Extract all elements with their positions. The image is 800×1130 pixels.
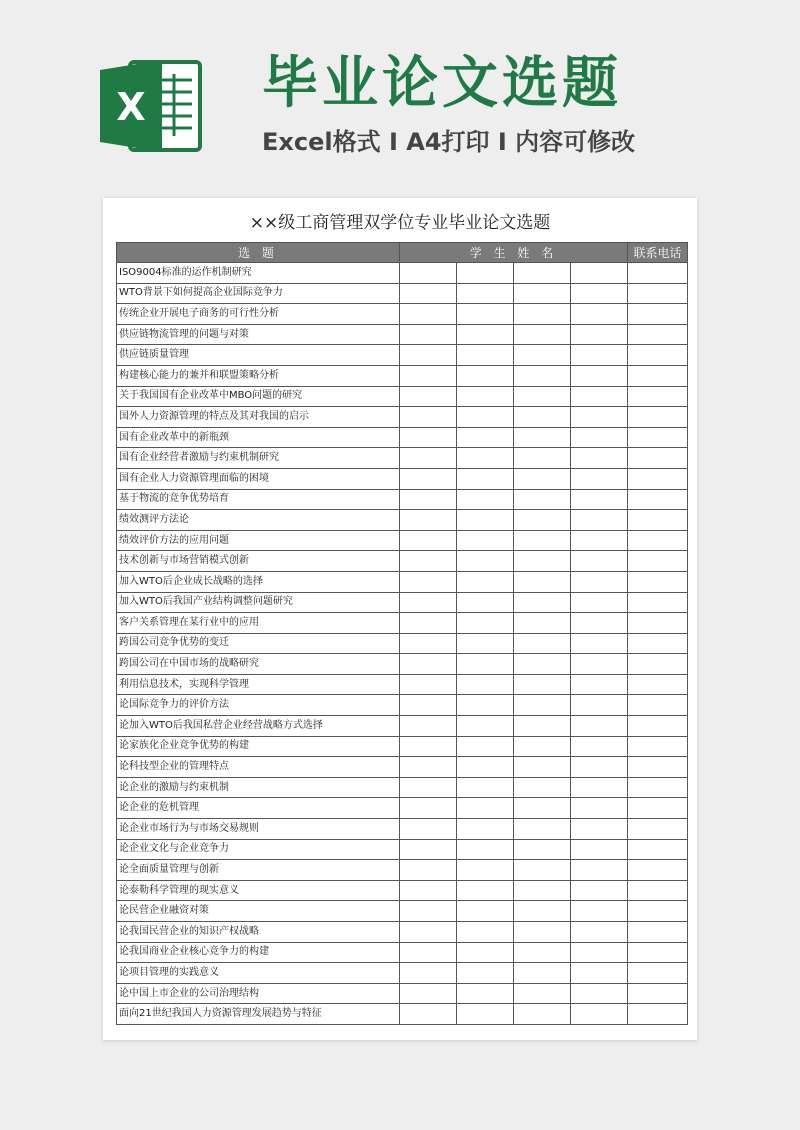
- student-name-cell[interactable]: [457, 983, 514, 1004]
- topic-cell[interactable]: 国有企业经营者激励与约束机制研究: [117, 448, 400, 469]
- page-title: 毕业论文选题: [262, 51, 622, 116]
- student-name-cell[interactable]: [457, 489, 514, 510]
- student-name-cell[interactable]: [514, 530, 571, 551]
- phone-cell[interactable]: [628, 571, 688, 592]
- phone-cell[interactable]: [628, 386, 688, 407]
- phone-cell[interactable]: [628, 757, 688, 778]
- table-row: [117, 674, 688, 695]
- student-name-cell[interactable]: [457, 427, 514, 448]
- student-name-cell[interactable]: [400, 942, 457, 963]
- table-row: [117, 448, 688, 469]
- excel-logo-icon: [100, 56, 204, 156]
- student-name-cell[interactable]: [514, 777, 571, 798]
- topic-cell[interactable]: 绩效测评方法论: [117, 510, 400, 531]
- phone-cell[interactable]: [628, 901, 688, 922]
- phone-cell[interactable]: [628, 716, 688, 737]
- student-name-cell[interactable]: [400, 263, 457, 284]
- topic-cell[interactable]: 面向21世纪我国人力资源管理发展趋势与特征: [117, 1004, 400, 1025]
- phone-cell[interactable]: [628, 324, 688, 345]
- student-name-cell[interactable]: [514, 571, 571, 592]
- student-name-cell[interactable]: [571, 860, 628, 881]
- student-name-cell[interactable]: [400, 860, 457, 881]
- phone-cell[interactable]: [628, 365, 688, 386]
- topic-cell[interactable]: 论企业文化与企业竞争力: [117, 839, 400, 860]
- student-name-cell[interactable]: [571, 468, 628, 489]
- student-name-cell[interactable]: [514, 901, 571, 922]
- student-name-cell[interactable]: [514, 427, 571, 448]
- topic-cell[interactable]: 跨国公司竞争优势的变迁: [117, 633, 400, 654]
- table-row: [117, 798, 688, 819]
- student-name-cell[interactable]: [457, 530, 514, 551]
- phone-cell[interactable]: [628, 983, 688, 1004]
- student-name-cell[interactable]: [514, 633, 571, 654]
- phone-cell[interactable]: [628, 448, 688, 469]
- student-name-cell[interactable]: [514, 839, 571, 860]
- table-row: [117, 365, 688, 386]
- student-name-cell[interactable]: [571, 510, 628, 531]
- student-name-cell[interactable]: [571, 489, 628, 510]
- table-row: [117, 571, 688, 592]
- student-name-cell[interactable]: [571, 839, 628, 860]
- student-name-cell[interactable]: [400, 1004, 457, 1025]
- student-name-cell[interactable]: [400, 839, 457, 860]
- table-row: [117, 427, 688, 448]
- student-name-cell[interactable]: [514, 860, 571, 881]
- phone-cell[interactable]: [628, 633, 688, 654]
- phone-cell[interactable]: [628, 345, 688, 366]
- page-subtitle: Excel格式 Ⅰ A4打印 Ⅰ 内容可修改: [262, 128, 636, 156]
- student-name-cell[interactable]: [571, 633, 628, 654]
- table-row: [117, 386, 688, 407]
- table-row: [117, 324, 688, 345]
- student-name-cell[interactable]: [571, 345, 628, 366]
- topic-cell[interactable]: 客户关系管理在某行业中的应用: [117, 613, 400, 634]
- student-name-cell[interactable]: [400, 592, 457, 613]
- topic-cell[interactable]: 国有企业改革中的新瓶颈: [117, 427, 400, 448]
- table-row: [117, 839, 688, 860]
- table-row: [117, 468, 688, 489]
- student-name-cell[interactable]: [400, 571, 457, 592]
- student-name-cell[interactable]: [571, 263, 628, 284]
- student-name-cell[interactable]: [400, 880, 457, 901]
- student-name-cell[interactable]: [571, 942, 628, 963]
- topic-cell[interactable]: 论企业市场行为与市场交易规则: [117, 819, 400, 840]
- phone-cell[interactable]: [628, 551, 688, 572]
- student-name-cell[interactable]: [514, 757, 571, 778]
- table-row: [117, 716, 688, 737]
- student-name-cell[interactable]: [400, 819, 457, 840]
- student-name-cell[interactable]: [400, 489, 457, 510]
- student-name-cell[interactable]: [457, 716, 514, 737]
- student-name-cell[interactable]: [514, 386, 571, 407]
- phone-cell[interactable]: [628, 922, 688, 943]
- phone-cell[interactable]: [628, 736, 688, 757]
- topic-cell[interactable]: 论企业的危机管理: [117, 798, 400, 819]
- table-row: [117, 283, 688, 304]
- student-name-cell[interactable]: [400, 345, 457, 366]
- student-name-cell[interactable]: [571, 571, 628, 592]
- student-name-cell[interactable]: [571, 777, 628, 798]
- column-header-phone: 联系电话: [628, 243, 688, 263]
- phone-cell[interactable]: [628, 283, 688, 304]
- topic-table: [116, 242, 688, 1025]
- student-name-cell[interactable]: [400, 551, 457, 572]
- student-name-cell[interactable]: [514, 468, 571, 489]
- student-name-cell[interactable]: [457, 324, 514, 345]
- student-name-cell[interactable]: [457, 922, 514, 943]
- topic-cell[interactable]: 供应链物流管理的问题与对策: [117, 324, 400, 345]
- table-row: [117, 551, 688, 572]
- topic-cell[interactable]: 论泰勒科学管理的现实意义: [117, 880, 400, 901]
- table-row: [117, 922, 688, 943]
- student-name-cell[interactable]: [514, 922, 571, 943]
- student-name-cell[interactable]: [571, 551, 628, 572]
- student-name-cell[interactable]: [457, 963, 514, 984]
- student-name-cell[interactable]: [457, 880, 514, 901]
- student-name-cell[interactable]: [514, 345, 571, 366]
- student-name-cell[interactable]: [514, 716, 571, 737]
- topic-cell[interactable]: 论全面质量管理与创新: [117, 860, 400, 881]
- phone-cell[interactable]: [628, 839, 688, 860]
- topic-cell[interactable]: 论企业的激励与约束机制: [117, 777, 400, 798]
- topic-cell[interactable]: 论加入WTO后我国私营企业经营战略方式选择: [117, 716, 400, 737]
- student-name-cell[interactable]: [514, 365, 571, 386]
- student-name-cell[interactable]: [571, 613, 628, 634]
- table-row: [117, 304, 688, 325]
- student-name-cell[interactable]: [571, 407, 628, 428]
- topic-cell[interactable]: 利用信息技术，实现科学管理: [117, 674, 400, 695]
- student-name-cell[interactable]: [514, 448, 571, 469]
- student-name-cell[interactable]: [457, 798, 514, 819]
- student-name-cell[interactable]: [514, 983, 571, 1004]
- topic-cell[interactable]: 跨国公司在中国市场的战略研究: [117, 654, 400, 675]
- student-name-cell[interactable]: [457, 283, 514, 304]
- student-name-cell[interactable]: [514, 963, 571, 984]
- phone-cell[interactable]: [628, 674, 688, 695]
- student-name-cell[interactable]: [457, 510, 514, 531]
- student-name-cell[interactable]: [457, 1004, 514, 1025]
- student-name-cell[interactable]: [514, 798, 571, 819]
- student-name-cell[interactable]: [571, 695, 628, 716]
- student-name-cell[interactable]: [571, 283, 628, 304]
- student-name-cell[interactable]: [514, 1004, 571, 1025]
- topic-cell[interactable]: ISO9004标准的运作机制研究: [117, 263, 400, 284]
- phone-cell[interactable]: [628, 695, 688, 716]
- student-name-cell[interactable]: [571, 880, 628, 901]
- table-row: [117, 983, 688, 1004]
- table-row: [117, 633, 688, 654]
- topic-cell[interactable]: 论国际竞争力的评价方法: [117, 695, 400, 716]
- phone-cell[interactable]: [628, 860, 688, 881]
- phone-cell[interactable]: [628, 819, 688, 840]
- student-name-cell[interactable]: [514, 283, 571, 304]
- topic-cell[interactable]: 基于物流的竞争优势培育: [117, 489, 400, 510]
- student-name-cell[interactable]: [400, 407, 457, 428]
- student-name-cell[interactable]: [400, 922, 457, 943]
- table-row: [117, 901, 688, 922]
- student-name-cell[interactable]: [571, 365, 628, 386]
- student-name-cell[interactable]: [457, 860, 514, 881]
- student-name-cell[interactable]: [514, 819, 571, 840]
- table-row: [117, 510, 688, 531]
- student-name-cell[interactable]: [571, 736, 628, 757]
- phone-cell[interactable]: [628, 963, 688, 984]
- topic-cell[interactable]: 论民营企业融资对策: [117, 901, 400, 922]
- student-name-cell[interactable]: [400, 798, 457, 819]
- topic-cell[interactable]: 论中国上市企业的公司治理结构: [117, 983, 400, 1004]
- phone-cell[interactable]: [628, 304, 688, 325]
- topic-cell[interactable]: 传统企业开展电子商务的可行性分析: [117, 304, 400, 325]
- student-name-cell[interactable]: [457, 613, 514, 634]
- student-name-cell[interactable]: [457, 592, 514, 613]
- student-name-cell[interactable]: [457, 942, 514, 963]
- logo-letter: X: [116, 85, 146, 129]
- student-name-cell[interactable]: [457, 633, 514, 654]
- topic-cell[interactable]: 供应链质量管理: [117, 345, 400, 366]
- topic-cell[interactable]: 论项目管理的实践意义: [117, 963, 400, 984]
- topic-cell[interactable]: 国有企业人力资源管理面临的困境: [117, 468, 400, 489]
- student-name-cell[interactable]: [457, 386, 514, 407]
- student-name-cell[interactable]: [400, 736, 457, 757]
- table-row: [117, 942, 688, 963]
- student-name-cell[interactable]: [400, 983, 457, 1004]
- student-name-cell[interactable]: [400, 654, 457, 675]
- table-row: [117, 407, 688, 428]
- phone-cell[interactable]: [628, 510, 688, 531]
- student-name-cell[interactable]: [514, 304, 571, 325]
- phone-cell[interactable]: [628, 1004, 688, 1025]
- table-row: [117, 613, 688, 634]
- student-name-cell[interactable]: [514, 654, 571, 675]
- table-row: [117, 345, 688, 366]
- student-name-cell[interactable]: [400, 530, 457, 551]
- student-name-cell[interactable]: [400, 695, 457, 716]
- table-body: [117, 263, 688, 1025]
- student-name-cell[interactable]: [457, 468, 514, 489]
- student-name-cell[interactable]: [571, 757, 628, 778]
- student-name-cell[interactable]: [571, 304, 628, 325]
- table-row: [117, 489, 688, 510]
- topic-cell[interactable]: 关于我国国有企业改革中MBO问题的研究: [117, 386, 400, 407]
- phone-cell[interactable]: [628, 654, 688, 675]
- student-name-cell[interactable]: [571, 448, 628, 469]
- student-name-cell[interactable]: [457, 407, 514, 428]
- student-name-cell[interactable]: [457, 365, 514, 386]
- student-name-cell[interactable]: [514, 592, 571, 613]
- student-name-cell[interactable]: [400, 448, 457, 469]
- student-name-cell[interactable]: [457, 571, 514, 592]
- table-row: [117, 263, 688, 284]
- table-row: [117, 777, 688, 798]
- topic-cell[interactable]: 加入WTO后企业成长战略的选择: [117, 571, 400, 592]
- topic-cell[interactable]: 国外人力资源管理的特点及其对我国的启示: [117, 407, 400, 428]
- topic-cell[interactable]: 论科技型企业的管理特点: [117, 757, 400, 778]
- student-name-cell[interactable]: [571, 530, 628, 551]
- student-name-cell[interactable]: [457, 839, 514, 860]
- student-name-cell[interactable]: [400, 427, 457, 448]
- student-name-cell[interactable]: [400, 757, 457, 778]
- student-name-cell[interactable]: [514, 736, 571, 757]
- student-name-cell[interactable]: [400, 468, 457, 489]
- student-name-cell[interactable]: [571, 983, 628, 1004]
- student-name-cell[interactable]: [400, 963, 457, 984]
- student-name-cell[interactable]: [457, 819, 514, 840]
- phone-cell[interactable]: [628, 942, 688, 963]
- student-name-cell[interactable]: [571, 386, 628, 407]
- student-name-cell[interactable]: [571, 654, 628, 675]
- topic-cell[interactable]: 绩效评价方法的应用问题: [117, 530, 400, 551]
- phone-cell[interactable]: [628, 777, 688, 798]
- phone-cell[interactable]: [628, 427, 688, 448]
- student-name-cell[interactable]: [457, 901, 514, 922]
- student-name-cell[interactable]: [571, 922, 628, 943]
- column-header-topic: 选 题: [117, 243, 400, 263]
- student-name-cell[interactable]: [457, 345, 514, 366]
- student-name-cell[interactable]: [400, 283, 457, 304]
- sheet-title: ××级工商管理双学位专业毕业论文选题: [249, 213, 551, 233]
- column-header-student-names: 学 生 姓 名: [400, 243, 628, 263]
- table-row: [117, 1004, 688, 1025]
- banner-header: [0, 0, 800, 200]
- student-name-cell[interactable]: [514, 880, 571, 901]
- phone-cell[interactable]: [628, 613, 688, 634]
- student-name-cell[interactable]: [400, 674, 457, 695]
- student-name-cell[interactable]: [514, 489, 571, 510]
- student-name-cell[interactable]: [514, 263, 571, 284]
- table-row: [117, 592, 688, 613]
- student-name-cell[interactable]: [457, 695, 514, 716]
- student-name-cell[interactable]: [514, 407, 571, 428]
- student-name-cell[interactable]: [571, 1004, 628, 1025]
- student-name-cell[interactable]: [400, 901, 457, 922]
- student-name-cell[interactable]: [571, 592, 628, 613]
- topic-cell[interactable]: 论我国商业企业核心竞争力的构建: [117, 942, 400, 963]
- student-name-cell[interactable]: [457, 654, 514, 675]
- topic-cell[interactable]: 技术创新与市场营销模式创新: [117, 551, 400, 572]
- student-name-cell[interactable]: [457, 777, 514, 798]
- phone-cell[interactable]: [628, 468, 688, 489]
- student-name-cell[interactable]: [400, 613, 457, 634]
- student-name-cell[interactable]: [400, 510, 457, 531]
- student-name-cell[interactable]: [457, 551, 514, 572]
- phone-cell[interactable]: [628, 530, 688, 551]
- table-row: [117, 963, 688, 984]
- student-name-cell[interactable]: [514, 942, 571, 963]
- topic-cell[interactable]: WTO背景下如何提高企业国际竞争力: [117, 283, 400, 304]
- table-header-row: [117, 243, 688, 263]
- table-row: [117, 736, 688, 757]
- student-name-cell[interactable]: [457, 448, 514, 469]
- table-row: [117, 860, 688, 881]
- table-row: [117, 695, 688, 716]
- student-name-cell[interactable]: [571, 963, 628, 984]
- student-name-cell[interactable]: [571, 427, 628, 448]
- topic-cell[interactable]: 论家族化企业竞争优势的构建: [117, 736, 400, 757]
- student-name-cell[interactable]: [400, 716, 457, 737]
- topic-cell[interactable]: 加入WTO后我国产业结构调整问题研究: [117, 592, 400, 613]
- table-row: [117, 757, 688, 778]
- student-name-cell[interactable]: [457, 757, 514, 778]
- student-name-cell[interactable]: [514, 551, 571, 572]
- phone-cell[interactable]: [628, 489, 688, 510]
- student-name-cell[interactable]: [571, 716, 628, 737]
- student-name-cell[interactable]: [571, 819, 628, 840]
- student-name-cell[interactable]: [514, 510, 571, 531]
- student-name-cell[interactable]: [457, 674, 514, 695]
- phone-cell[interactable]: [628, 880, 688, 901]
- table-row: [117, 819, 688, 840]
- student-name-cell[interactable]: [514, 613, 571, 634]
- topic-cell[interactable]: 论我国民营企业的知识产权战略: [117, 922, 400, 943]
- table-row: [117, 654, 688, 675]
- student-name-cell[interactable]: [400, 304, 457, 325]
- student-name-cell[interactable]: [514, 674, 571, 695]
- student-name-cell[interactable]: [571, 901, 628, 922]
- student-name-cell[interactable]: [457, 736, 514, 757]
- student-name-cell[interactable]: [400, 386, 457, 407]
- student-name-cell[interactable]: [514, 695, 571, 716]
- student-name-cell[interactable]: [571, 798, 628, 819]
- table-row: [117, 880, 688, 901]
- student-name-cell[interactable]: [571, 324, 628, 345]
- student-name-cell[interactable]: [400, 324, 457, 345]
- sheet-paper: [103, 198, 697, 1040]
- student-name-cell[interactable]: [571, 674, 628, 695]
- student-name-cell[interactable]: [514, 324, 571, 345]
- topic-cell[interactable]: 构建核心能力的兼并和联盟策略分析: [117, 365, 400, 386]
- phone-cell[interactable]: [628, 407, 688, 428]
- table-row: [117, 530, 688, 551]
- phone-cell[interactable]: [628, 263, 688, 284]
- phone-cell[interactable]: [628, 798, 688, 819]
- student-name-cell[interactable]: [400, 633, 457, 654]
- student-name-cell[interactable]: [457, 304, 514, 325]
- student-name-cell[interactable]: [400, 777, 457, 798]
- student-name-cell[interactable]: [457, 263, 514, 284]
- phone-cell[interactable]: [628, 592, 688, 613]
- student-name-cell[interactable]: [400, 365, 457, 386]
